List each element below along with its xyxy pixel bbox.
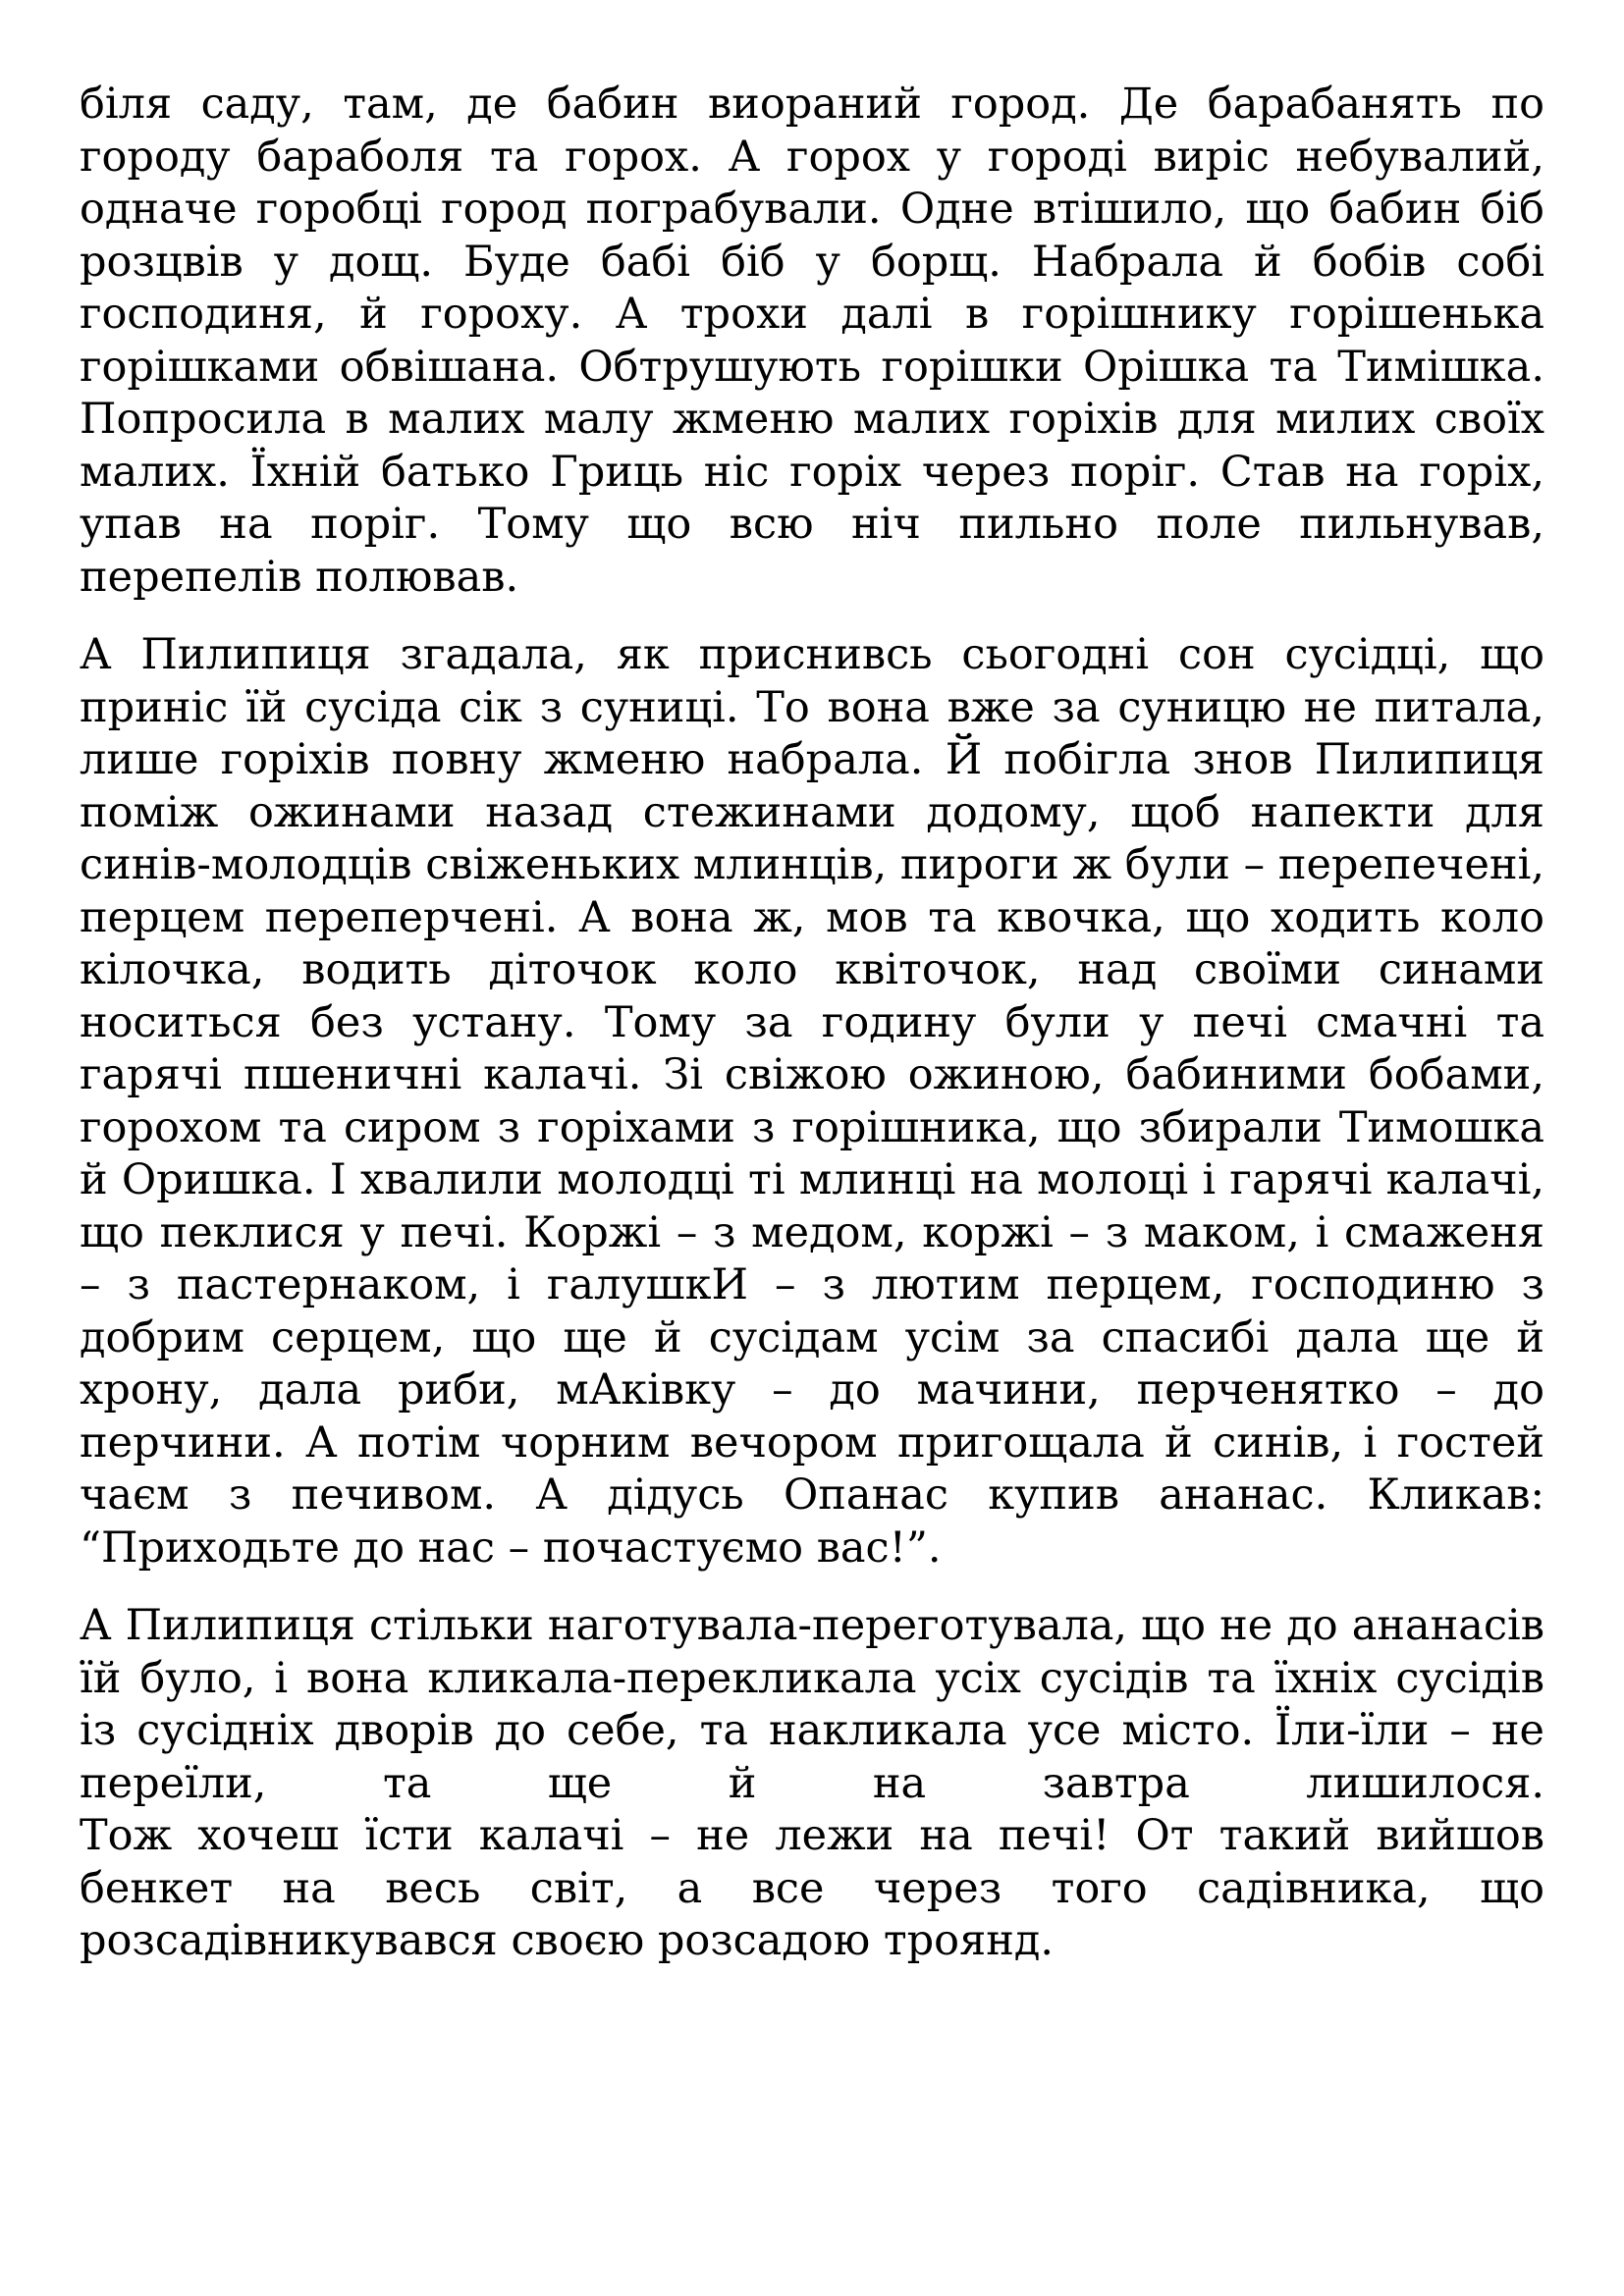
paragraph-3 (80, 1600, 1544, 1968)
paragraph-1: біля саду, там, де бабин виораний город. Де барабанять по городу бараболя та горох. А горох у городі виріс небувалий, одначе горобці город пограбували. Одне втішило, що бабин біб розцвів у дощ. Буде бабі біб у борщ. Набрала й бобів собі господиня, й гороху. А трохи далі в горішнику горішенька горішками обвішана. Обтрушують горішки Орішка та Тимішка. Попросила в малих малу жменю малих горіхів для милих своїх малих. Їхній батько Гриць ніс горіх через поріг. Став на горіх, упав на поріг. Тому що всю ніч пильно поле пильнував, перепелів полював. (80, 80, 1544, 602)
paragraph-2: А Пилипиця згадала, як приснивсь сьогодні сон сусідці, що приніс їй сусіда сік з суниці. То вона вже за суницю не питала, лише горіхів повну жменю набрала. Й побігла знов Пилипиця поміж ожинами назад стежинами додому, щоб напекти для синів-молодців свіженьких млинців, пироги ж були – перепечені, перцем переперчені. А вона ж, мов та квочка, що ходить коло кілочка, водить діточок коло квіточок, над своїми синами носиться без устану. Тому за годину були у печі смачні та гарячі пшеничні калачі. Зі свіжою ожиною, бабиними бобами, горохом та сиром з горіхами з горішника, що збирали Тимошка й Оришка. І хвалили молодці ті млинці на молоці і гарячі калачі, що пеклися у печі. Коржі – з медом, коржі – з маком, і смаженя – з пастернаком, і галушкИ – з лютим перцем, господиню з добрим серцем, що ще й сусідам усім за спасибі дала ще й хрону, дала риби, мАківку – до мачини, перченятко – до перчини. А потім чорним вечором пригощала й синів, і гостей чаєм з печивом. А дідусь Опанас купив ананас. Кликав: “Приходьте до нас – почастуємо вас!”. (80, 630, 1544, 1573)
paragraph-3-segment-2: Тож хочеш їсти калачі – не лежи на печі! От такий вийшов бенкет на весь світ, а все через того садівника, що розсадівникувався своєю розсадою троянд. (80, 1811, 1544, 1965)
paragraph-3-segment-1: А Пилипиця стільки наготувала-переготувала, що не до ананасів їй було, і вона кликала-перекликала усіх сусідів та їхніх сусідів із сусідніх дворів до себе, та накликала усе місто. Їли-їли – не переїли, та ще й на завтра лишилося. (80, 1601, 1544, 1808)
